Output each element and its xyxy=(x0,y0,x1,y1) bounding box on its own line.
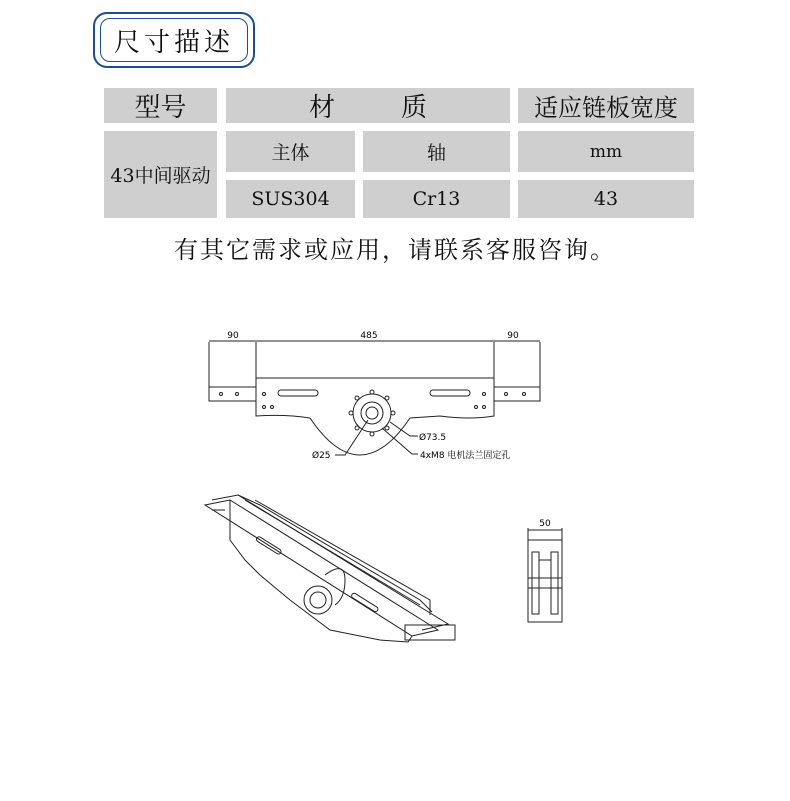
section-title: 尺寸描述 xyxy=(100,18,248,62)
row2-width: 43 xyxy=(518,180,694,218)
dim-left: 90 xyxy=(227,331,239,341)
row1-axle: 轴 xyxy=(363,131,510,172)
row1-unit: mm xyxy=(518,131,694,172)
contact-note: 有其它需求或应用，请联系客服咨询。 xyxy=(174,236,616,264)
header-material-left: 材 xyxy=(308,93,335,123)
row2-body: SUS304 xyxy=(226,180,355,218)
dia-flange-label: Ø73.5 xyxy=(419,433,447,443)
header-material-right: 质 xyxy=(400,93,427,123)
model-value: 43中间驱动 xyxy=(104,131,217,218)
row2-axle: Cr13 xyxy=(363,180,510,218)
dim-center: 485 xyxy=(360,331,378,341)
holes-label: 4xM8 电机法兰固定孔 xyxy=(420,451,511,461)
side-width-label: 50 xyxy=(539,519,551,529)
row1-body: 主体 xyxy=(226,131,355,172)
header-chain-width: 适应链板宽度 xyxy=(518,88,694,123)
header-model: 型号 xyxy=(104,88,217,123)
dia-bore-label: Ø25 xyxy=(312,451,331,461)
dim-right: 90 xyxy=(507,331,519,341)
